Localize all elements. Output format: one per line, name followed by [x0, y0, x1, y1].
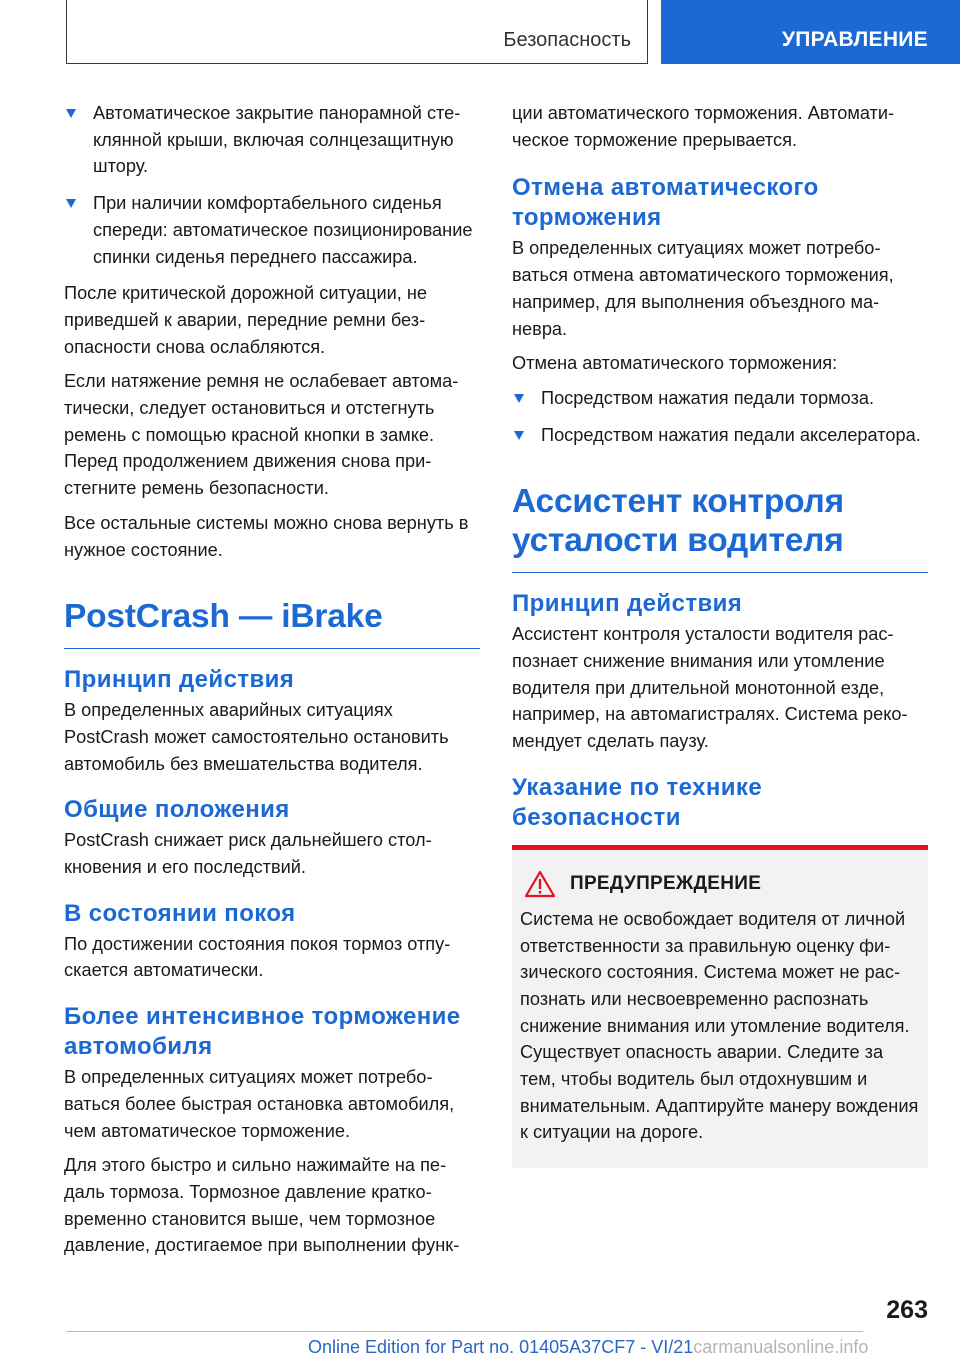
paragraph: PostCrash снижает риск дальнейшего столкновения и его последствий.: [64, 830, 432, 878]
heading-safety-note: Указание по технике безопасности: [512, 773, 763, 831]
header-section-tab: [66, 0, 648, 64]
paragraph: ции автоматического торможения. Автоматическое торможение прерывается.: [512, 103, 895, 150]
warning-header: [520, 870, 920, 898]
heading-principle: Принцип действия: [64, 666, 295, 694]
section-divider: [512, 572, 928, 573]
heading-principle: Принцип действия: [512, 590, 743, 618]
page-number: 263: [886, 1296, 928, 1324]
paragraph: В определенных аварийных ситуациях PostCrash может самостоятельно остановить автомобиль без вмешательства водителя.: [64, 700, 449, 774]
paragraph: Для этого быстро и сильно нажимайте на педаль тормоза. Тормозное давление кратковременно становится выше, чем тормозное давление, достигаемое при выполнении функ-: [64, 1155, 460, 1256]
heading-general: Общие положения: [64, 796, 290, 824]
list-item: [64, 190, 480, 270]
paragraph: Если натяжение ремня не ослабевает автоматически, следует остановиться и отстегнуть ремень с помощью красной кнопки в замке. Перед продолжением движения снова пристегните ремень безопасности.: [64, 371, 459, 499]
paragraph: Все остальные системы можно снова вернуть в нужное состояние.: [64, 512, 469, 560]
paragraph: В определенных ситуациях может потребоваться более быстрая остановка автомобиля, чем автоматическое торможение.: [64, 1067, 455, 1141]
bullet-triangle-icon: [66, 109, 76, 118]
header-chapter-tab: [661, 0, 960, 64]
section-title-postcrash: PostCrash — iBrake: [64, 598, 383, 636]
paragraph: В определенных ситуациях может потребоваться отмена автоматического торможения, например, для выполнения объездного маневра.: [512, 238, 894, 339]
list-item-text: При наличии комфортабельного сиденья спереди: автоматическое позиционирование спинки сиденья переднего пассажира.: [93, 193, 473, 267]
list-item-text: Посредством нажатия педали тормоза.: [541, 387, 875, 408]
footer-edition: [308, 1337, 868, 1358]
paragraph: После критической дорожной ситуации, не приведшей к аварии, передние ремни безопасности снова ослабляются.: [64, 283, 428, 357]
section-divider: [64, 648, 480, 649]
bullet-triangle-icon: [514, 431, 524, 440]
warning-title: ПРЕДУПРЕЖДЕНИЕ: [570, 872, 762, 894]
left-column: [64, 100, 480, 1267]
footer-watermark: carmanualsonline.info: [693, 1337, 869, 1357]
bullet-triangle-icon: [514, 394, 524, 403]
header-chapter-title: УПРАВЛЕНИЕ: [781, 28, 928, 51]
header-section-title: Безопасность: [503, 29, 631, 51]
list-item: [64, 100, 480, 180]
paragraph: Ассистент контроля усталости водителя распознает снижение внимания или утомление водителя при длительной монотонной езде, например, на автомагистралях. Система рекомендует сделать паузу.: [512, 624, 908, 752]
section-title-fatigue-assistant: Ассистент контроля усталости водителя: [512, 483, 844, 560]
heading-rest: В состоянии покоя: [64, 899, 296, 927]
footer-edition-text: Online Edition for Part no. 01405A37CF7 - VI/21: [308, 1337, 694, 1357]
bullet-triangle-icon: [66, 199, 76, 208]
paragraph: Отмена автоматического торможения:: [512, 353, 838, 374]
heading-cancel-braking: Отмена автоматического торможения: [512, 174, 819, 232]
list-item-text: Посредством нажатия педали акселератора.: [541, 424, 921, 445]
right-column: [512, 100, 928, 1168]
heading-intense-braking: Более интенсивное торможение автомобиля: [64, 1003, 461, 1061]
paragraph: По достижении состояния покоя тормоз отпускается автоматически.: [64, 933, 451, 981]
list-item: [512, 385, 928, 412]
footer-divider: [66, 1331, 863, 1332]
warning-triangle-icon: [524, 870, 556, 898]
list-item-text: Автоматическое закрытие панорамной стеклянной крыши, включая солнцезащитную штору.: [93, 103, 461, 177]
warning-text: Система не освобождает водителя от личной ответственности за правильную оценку физического состояния. Система может не распознать или несвоевременно распознать снижение внимания или утомление водителя. Существует опасность аварии. Следите за тем, чтобы водитель был отдохнувшим и внимательным. Адаптируйте манеру вождения к ситуации на дороге.: [520, 908, 919, 1143]
list-item: [512, 422, 928, 449]
warning-box: [512, 845, 928, 1168]
